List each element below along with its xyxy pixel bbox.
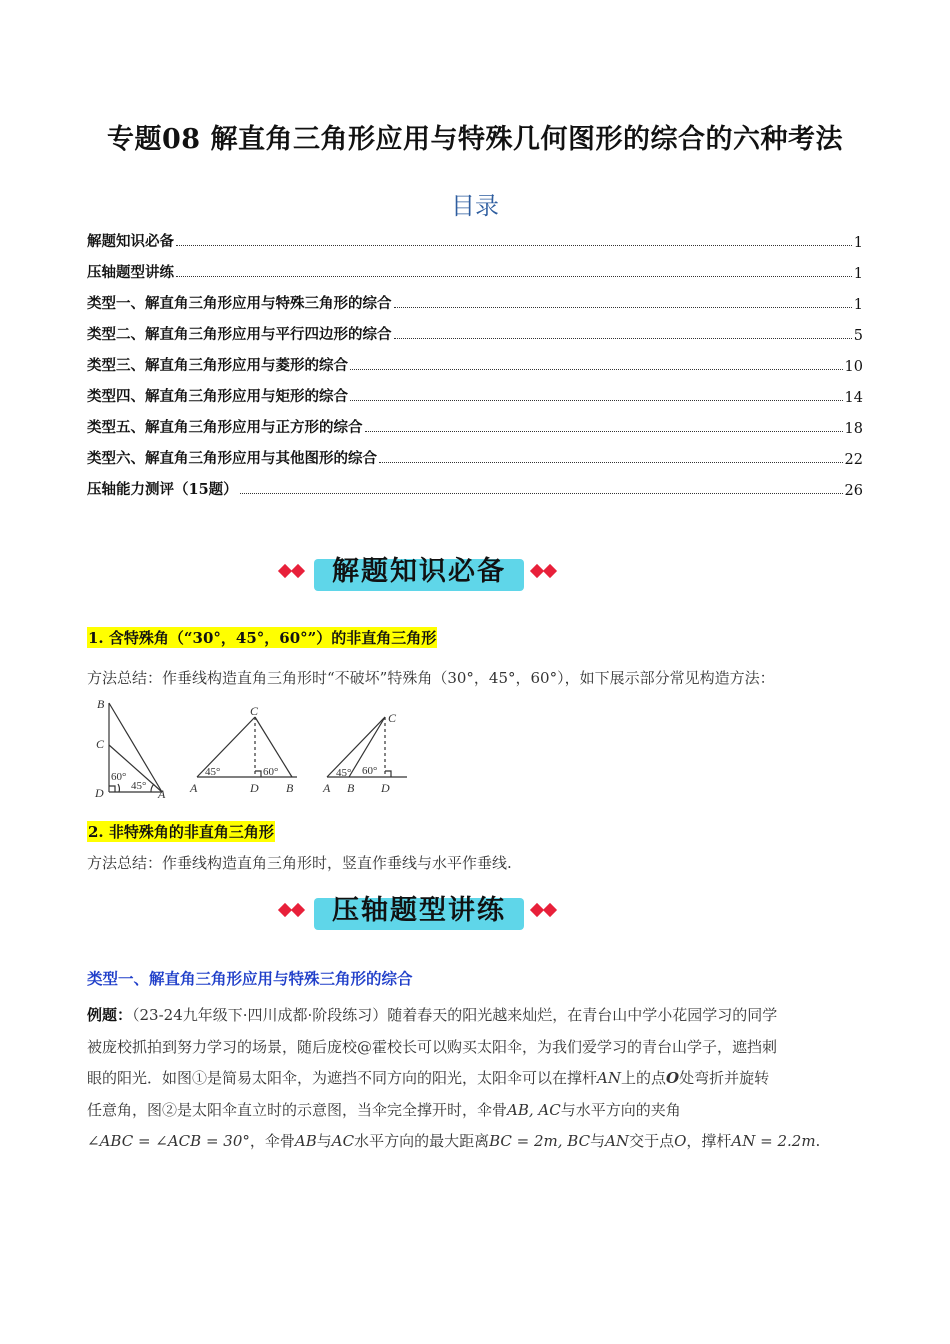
diamond-icon [291,564,305,578]
toc-row[interactable]: 压轴题型讲练 1 [87,264,863,282]
example-paragraph: 例题：（23-24九年级下·四川成都·阶段练习）随着春天的阳光越来灿烂，在青台山中学小花园学习的同学 被庞校抓拍到努力学习的场景，随后庞校@霍校长可以购买太阳伞，为我们爱学习的青台山学子，遮挡刺 眼的阳光．如图①是简易太阳伞，为遮挡不同方向的阳光，太阳伞可以在撑杆AN上的点O处弯折并旋转 任意角，图②是太阳伞直立时的示意图，当伞完全撑开时，伞骨AB, AC与水平方向的夹角 ∠ABC = ∠ACB = 30°，伞骨AB与AC水平方向的最大距离BC = 2m, BC与AN交于点O，撑杆AN = 2.2m. [87,1006,821,1150]
fig3-label-b: B [347,781,355,795]
fig1-angle-45: 45° [131,780,147,792]
diamond-icon [543,564,557,578]
toc-row[interactable]: 解题知识必备 1 [87,233,863,251]
section2-heading: 2. 非特殊角的非直角三角形 [88,823,274,841]
fig2-label-d: D [250,781,259,795]
section-banner-knowledge: 解题知识必备 [276,553,566,597]
fig1-label-a: A [158,787,166,801]
toc-row[interactable]: 压轴能力测评（15题） 26 [87,481,863,499]
toc-row[interactable]: 类型四、解直角三角形应用与矩形的综合 14 [87,388,863,406]
fig3-label-d: D [381,781,390,795]
fig2-label-b: B [286,781,294,795]
toc-row[interactable]: 类型三、解直角三角形应用与菱形的综合 10 [87,357,863,375]
section2-summary: 方法总结：作垂线构造直角三角形时，竖直作垂线与水平作垂线. [87,854,512,872]
toc-row[interactable]: 类型一、解直角三角形应用与特殊三角形的综合 1 [87,295,863,313]
section1-summary: 方法总结：作垂线构造直角三角形时“不破坏”特殊角（30°，45°，60°），如下展示部分常见构造方法： [87,669,775,687]
page-title: 专题08 解直角三角形应用与特殊几何图形的综合的六种考法 [107,124,843,155]
toc-row[interactable]: 类型五、解直角三角形应用与正方形的综合 18 [87,419,863,437]
fig1-label-b: B [97,697,105,711]
type1-heading: 类型一、解直角三角形应用与特殊三角形的综合 [87,969,413,988]
construction-figures [87,695,422,803]
table-of-contents [87,220,863,499]
fig2-label-c: C [250,704,259,718]
diamond-icon [291,903,305,917]
diamond-icon [543,903,557,917]
fig3-label-a: A [323,781,331,795]
fig3-label-c: C [388,711,397,725]
fig2-angle-45: 45° [205,766,221,778]
fig2-angle-60: 60° [263,766,279,778]
fig1-label-c: C [96,737,105,751]
toc-heading: 目录 [451,192,499,220]
fig3-angle-60: 60° [362,765,378,777]
fig1-label-d: D [95,786,104,800]
fig2-label-a: A [190,781,198,795]
fig3-angle-45: 45° [336,767,352,779]
example-label: 例题： [87,1006,133,1024]
fig1-angle-60: 60° [111,771,127,783]
section1-heading: 1. 含特殊角（“30°，45°，60°”）的非直角三角形 [88,629,437,647]
section-banner-practice: 压轴题型讲练 [276,892,566,936]
toc-row[interactable]: 类型二、解直角三角形应用与平行四边形的综合 5 [87,326,863,344]
toc-row[interactable]: 类型六、解直角三角形应用与其他图形的综合 22 [87,450,863,468]
